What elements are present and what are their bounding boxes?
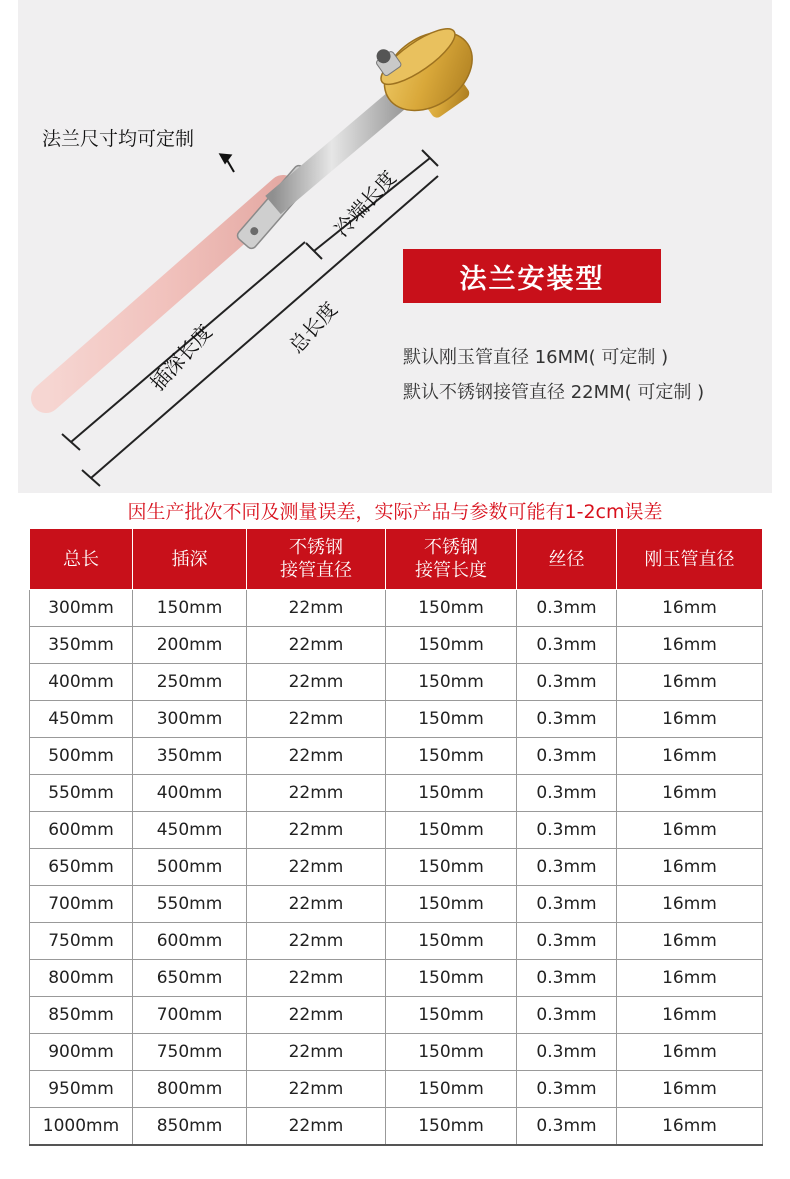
- cell-pipe-diameter: 22mm: [247, 960, 386, 997]
- cell-insert-depth: 250mm: [133, 664, 247, 701]
- cell-insert-depth: 300mm: [133, 701, 247, 738]
- cell-ceramic-diameter: 16mm: [617, 997, 763, 1034]
- total-length-label: 总长度: [284, 297, 343, 358]
- cell-ceramic-diameter: 16mm: [617, 1034, 763, 1071]
- cell-wire-diameter: 0.3mm: [517, 775, 617, 812]
- arrow-icon: [219, 148, 235, 165]
- cell-wire-diameter: 0.3mm: [517, 1108, 617, 1146]
- cell-total-length: 850mm: [30, 997, 133, 1034]
- cell-ceramic-diameter: 16mm: [617, 886, 763, 923]
- cell-ceramic-diameter: 16mm: [617, 664, 763, 701]
- cell-total-length: 750mm: [30, 923, 133, 960]
- cell-pipe-length: 150mm: [386, 997, 517, 1034]
- cell-total-length: 450mm: [30, 701, 133, 738]
- cell-insert-depth: 850mm: [133, 1108, 247, 1146]
- table-row: [30, 1034, 763, 1071]
- cell-insert-depth: 750mm: [133, 1034, 247, 1071]
- cell-pipe-length: 150mm: [386, 812, 517, 849]
- table-row: [30, 590, 763, 627]
- table-row: [30, 775, 763, 812]
- table-row: [30, 923, 763, 960]
- table-row: [30, 701, 763, 738]
- cell-wire-diameter: 0.3mm: [517, 886, 617, 923]
- spec-table-body: [30, 590, 763, 1146]
- cell-pipe-length: 150mm: [386, 738, 517, 775]
- cell-pipe-diameter: 22mm: [247, 1108, 386, 1146]
- cell-pipe-length: 150mm: [386, 664, 517, 701]
- header-ceramic-diameter: 刚玉管直径: [617, 529, 763, 590]
- spec-line-steel: 默认不锈钢接管直径 22MM( 可定制 ): [403, 382, 705, 403]
- table-row: [30, 664, 763, 701]
- cell-insert-depth: 550mm: [133, 886, 247, 923]
- cell-ceramic-diameter: 16mm: [617, 923, 763, 960]
- cell-pipe-diameter: 22mm: [247, 775, 386, 812]
- cell-insert-depth: 600mm: [133, 923, 247, 960]
- cell-pipe-length: 150mm: [386, 886, 517, 923]
- cell-pipe-length: 150mm: [386, 1071, 517, 1108]
- cell-wire-diameter: 0.3mm: [517, 997, 617, 1034]
- cell-insert-depth: 650mm: [133, 960, 247, 997]
- cell-insert-depth: 450mm: [133, 812, 247, 849]
- header-insert-depth: 插深: [133, 529, 247, 590]
- table-row: [30, 1071, 763, 1108]
- cell-total-length: 650mm: [30, 849, 133, 886]
- cell-pipe-diameter: 22mm: [247, 590, 386, 627]
- cell-ceramic-diameter: 16mm: [617, 738, 763, 775]
- cell-ceramic-diameter: 16mm: [617, 849, 763, 886]
- cell-wire-diameter: 0.3mm: [517, 1034, 617, 1071]
- cell-wire-diameter: 0.3mm: [517, 738, 617, 775]
- cell-ceramic-diameter: 16mm: [617, 775, 763, 812]
- cell-insert-depth: 800mm: [133, 1071, 247, 1108]
- mount-type-banner: 法兰安装型: [403, 249, 661, 303]
- cell-insert-depth: 700mm: [133, 997, 247, 1034]
- cell-pipe-length: 150mm: [386, 1034, 517, 1071]
- insert-depth-label: 插深长度: [145, 319, 217, 396]
- table-row: [30, 812, 763, 849]
- table-row: [30, 886, 763, 923]
- product-hero: [18, 0, 772, 493]
- flange-size-note: 法兰尺寸均可定制: [42, 128, 195, 150]
- cell-pipe-diameter: 22mm: [247, 997, 386, 1034]
- cell-ceramic-diameter: 16mm: [617, 627, 763, 664]
- table-row: [30, 738, 763, 775]
- cell-total-length: 600mm: [30, 812, 133, 849]
- cell-pipe-diameter: 22mm: [247, 701, 386, 738]
- cell-wire-diameter: 0.3mm: [517, 627, 617, 664]
- cell-insert-depth: 400mm: [133, 775, 247, 812]
- cell-pipe-diameter: 22mm: [247, 1034, 386, 1071]
- table-row: [30, 960, 763, 997]
- cell-ceramic-diameter: 16mm: [617, 1071, 763, 1108]
- cell-ceramic-diameter: 16mm: [617, 960, 763, 997]
- spec-line-ceramic: 默认刚玉管直径 16MM( 可定制 ): [403, 347, 669, 368]
- cold-end-label: 冷端长度: [329, 165, 401, 242]
- cell-pipe-length: 150mm: [386, 1108, 517, 1146]
- cell-total-length: 300mm: [30, 590, 133, 627]
- cell-wire-diameter: 0.3mm: [517, 701, 617, 738]
- measurement-disclaimer: 因生产批次不同及测量误差，实际产品与参数可能有1-2cm误差: [127, 501, 663, 523]
- cell-total-length: 400mm: [30, 664, 133, 701]
- cell-pipe-diameter: 22mm: [247, 664, 386, 701]
- cell-total-length: 500mm: [30, 738, 133, 775]
- cell-total-length: 700mm: [30, 886, 133, 923]
- header-total-length: 总长: [30, 529, 133, 590]
- cell-ceramic-diameter: 16mm: [617, 1108, 763, 1146]
- spec-table: [29, 528, 763, 1146]
- cell-ceramic-diameter: 16mm: [617, 701, 763, 738]
- cell-total-length: 350mm: [30, 627, 133, 664]
- table-row: [30, 627, 763, 664]
- cell-pipe-length: 150mm: [386, 590, 517, 627]
- thermocouple-illustration: [18, 0, 772, 493]
- cell-insert-depth: 500mm: [133, 849, 247, 886]
- cell-insert-depth: 200mm: [133, 627, 247, 664]
- cell-insert-depth: 350mm: [133, 738, 247, 775]
- cell-total-length: 950mm: [30, 1071, 133, 1108]
- cell-wire-diameter: 0.3mm: [517, 923, 617, 960]
- table-header-row: [30, 529, 763, 590]
- cell-insert-depth: 150mm: [133, 590, 247, 627]
- cell-pipe-diameter: 22mm: [247, 1071, 386, 1108]
- cell-pipe-length: 150mm: [386, 960, 517, 997]
- header-steel-pipe-length: 不锈钢 接管长度: [386, 529, 517, 590]
- table-row: [30, 1108, 763, 1146]
- table-row: [30, 997, 763, 1034]
- cell-wire-diameter: 0.3mm: [517, 1071, 617, 1108]
- cell-pipe-length: 150mm: [386, 627, 517, 664]
- cell-ceramic-diameter: 16mm: [617, 812, 763, 849]
- cell-pipe-diameter: 22mm: [247, 738, 386, 775]
- cell-wire-diameter: 0.3mm: [517, 590, 617, 627]
- cell-total-length: 800mm: [30, 960, 133, 997]
- table-row: [30, 849, 763, 886]
- header-wire-diameter: 丝径: [517, 529, 617, 590]
- cell-wire-diameter: 0.3mm: [517, 960, 617, 997]
- header-steel-pipe-diameter: 不锈钢 接管直径: [247, 529, 386, 590]
- cell-total-length: 550mm: [30, 775, 133, 812]
- cell-pipe-length: 150mm: [386, 923, 517, 960]
- cell-pipe-diameter: 22mm: [247, 923, 386, 960]
- cell-pipe-length: 150mm: [386, 849, 517, 886]
- cell-wire-diameter: 0.3mm: [517, 812, 617, 849]
- cell-ceramic-diameter: 16mm: [617, 590, 763, 627]
- cell-pipe-diameter: 22mm: [247, 627, 386, 664]
- cell-pipe-diameter: 22mm: [247, 886, 386, 923]
- cell-pipe-diameter: 22mm: [247, 812, 386, 849]
- cell-wire-diameter: 0.3mm: [517, 849, 617, 886]
- cell-pipe-length: 150mm: [386, 701, 517, 738]
- cell-pipe-diameter: 22mm: [247, 849, 386, 886]
- cell-pipe-length: 150mm: [386, 775, 517, 812]
- cell-wire-diameter: 0.3mm: [517, 664, 617, 701]
- cell-total-length: 900mm: [30, 1034, 133, 1071]
- cell-total-length: 1000mm: [30, 1108, 133, 1146]
